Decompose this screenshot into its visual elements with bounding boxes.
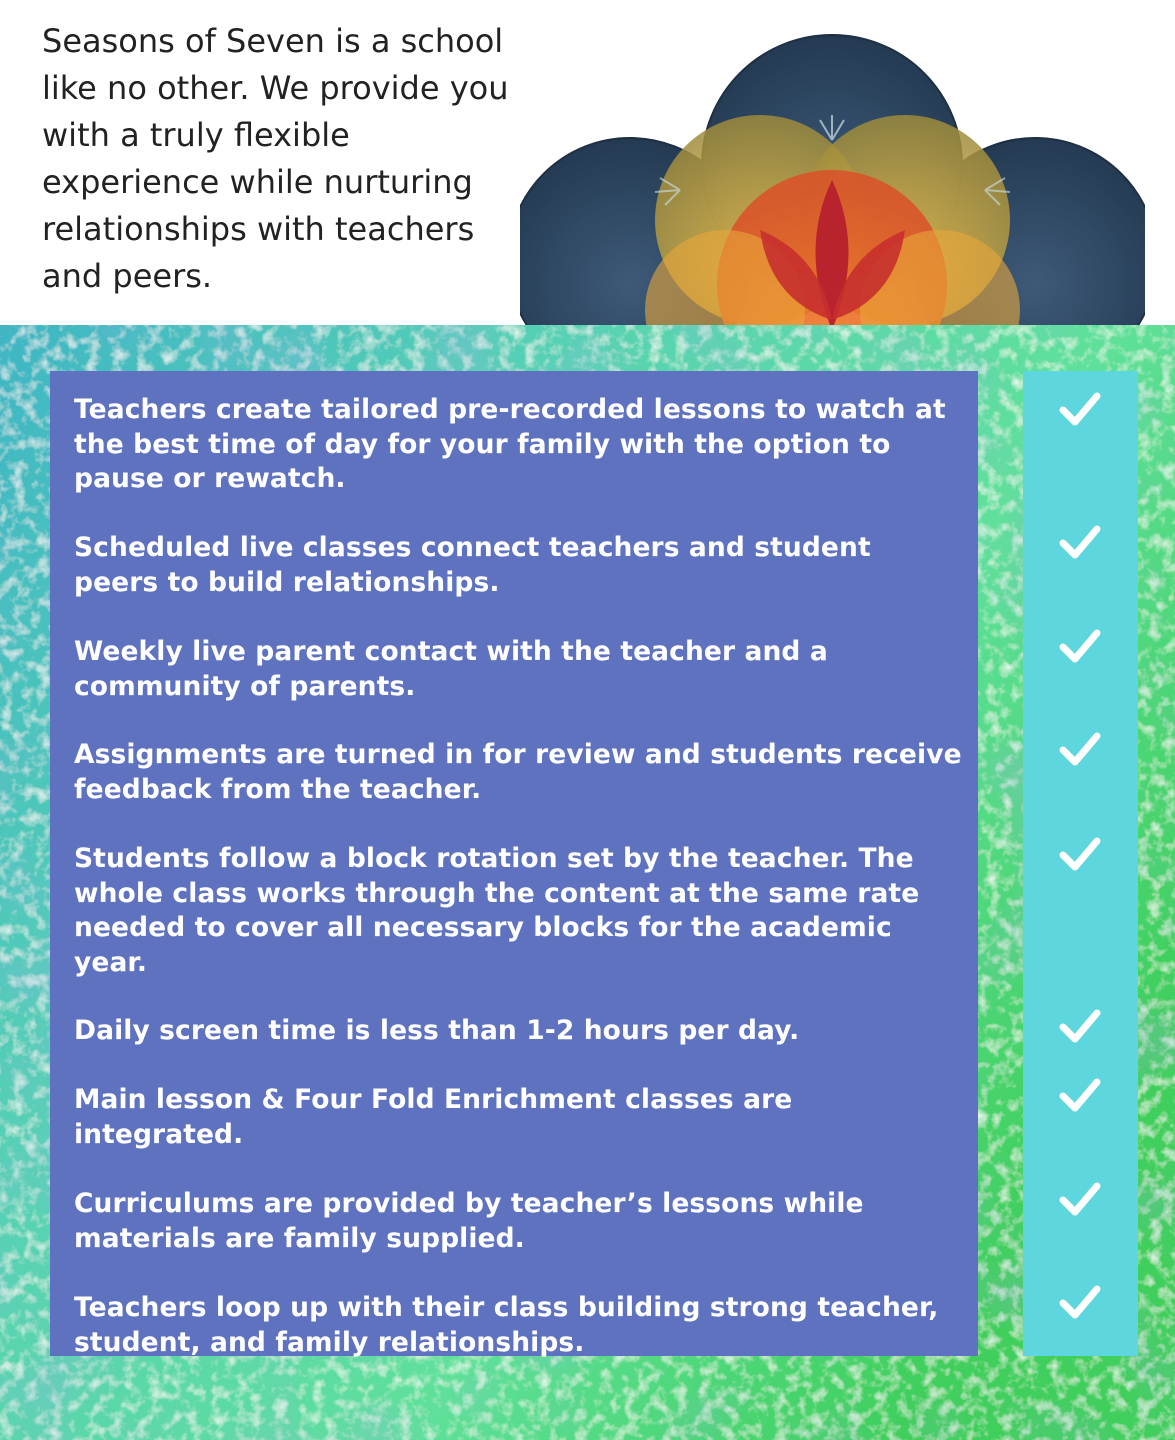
checkmark-icon bbox=[1058, 834, 1102, 874]
feature-screen-time: Daily screen time is less than 1-2 hours per day. bbox=[74, 1015, 800, 1046]
feature-parent-contact: Weekly live parent contact with the teacher and a community of parents. bbox=[74, 636, 828, 702]
mandala-illustration bbox=[520, 20, 1145, 330]
feature-enrichment-classes: Main lesson & Four Fold Enrichment classes are integrated. bbox=[74, 1084, 793, 1150]
feature-block-rotation: Students follow a block rotation set by the teacher. The whole class works through the content at the same rate needed to cover all necessary blocks for the academic year. bbox=[74, 843, 920, 978]
checkmark-icon bbox=[1058, 1282, 1102, 1322]
feature-assignments: Assignments are turned in for review and students receive feedback from the teacher. bbox=[74, 739, 962, 805]
feature-curriculums: Curriculums are provided by teacher’s lessons while materials are family supplied. bbox=[74, 1188, 864, 1254]
features-panel bbox=[50, 371, 978, 1356]
feature-live-classes: Scheduled live classes connect teachers and student peers to build relationships. bbox=[74, 532, 871, 598]
intro-paragraph: Seasons of Seven is a school like no other. We provide you with a truly flexible experience while nurturing relationships with teachers and peers. bbox=[42, 22, 509, 295]
checkmark-icon bbox=[1058, 1075, 1102, 1115]
checkmark-icon bbox=[1058, 389, 1102, 429]
checkmark-icon bbox=[1058, 626, 1102, 666]
checkmark-icon bbox=[1058, 1179, 1102, 1219]
checkmark-icon bbox=[1058, 729, 1102, 769]
checkmark-icon bbox=[1058, 522, 1102, 562]
checkmark-icon bbox=[1058, 1006, 1102, 1046]
feature-prerecorded-lessons: Teachers create tailored pre-recorded lessons to watch at the best time of day for your family with the option to pause or rewatch. bbox=[74, 394, 946, 494]
checkmark-column bbox=[1023, 371, 1138, 1356]
feature-teacher-loop: Teachers loop up with their class building strong teacher, student, and family relationships. bbox=[74, 1292, 939, 1358]
